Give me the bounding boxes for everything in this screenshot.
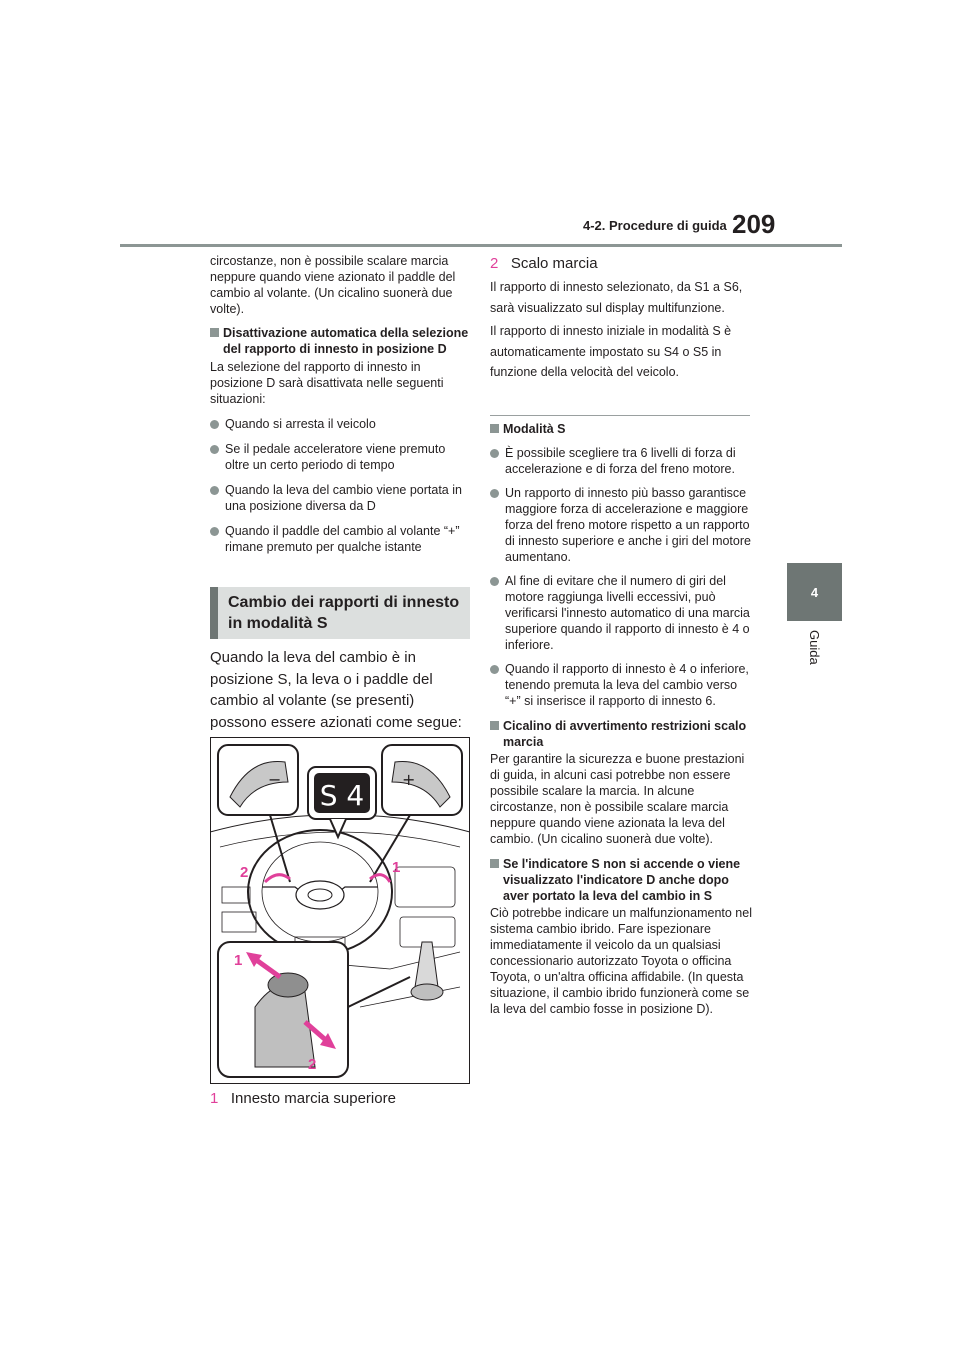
list-item: Quando il rapporto di innesto è 4 o inferiore, tenendo premuta la leva del cambio verso “+” si inserisce il rapporto di innesto 6.	[490, 661, 752, 709]
header-rule	[120, 244, 842, 247]
warning-buzzer-body: Per garantire la sicurezza e buone prestazioni di guida, in alcuni casi potrebbe non essere possibile scalare la marcia. In alcune circostanze, non è possibile scalare marcia neppure quando viene azionata la leva del cambio. (Un cicalino suonerà due volte).	[490, 752, 745, 846]
s-indicator-heading-text: Se l'indicatore S non si accende o viene visualizzato l'indicatore D anche dopo aver portato la leva del cambio in S	[503, 857, 741, 903]
legend-2-description	[490, 277, 752, 383]
list-item: Quando si arresta il veicolo	[210, 416, 472, 432]
warning-buzzer-heading	[490, 718, 752, 750]
left-column-text	[210, 253, 472, 555]
square-bullet-icon	[490, 721, 499, 730]
intro-paragraph: circostanze, non è possibile scalare marcia neppure quando viene azionato il paddle del cambio al volante. (Un cicalino suonerà due volte).	[210, 254, 456, 316]
list-item: È possibile scegliere tra 6 livelli di forza di accelerazione e di forza del freno motore.	[490, 445, 752, 477]
list-item: Se il pedale acceleratore viene premuto oltre un certo periodo di tempo	[210, 441, 472, 473]
s-indicator-heading	[490, 856, 752, 904]
legend-2-desc-1: Il rapporto di innesto selezionato, da S1 a S6, sarà visualizzato sul display multifunzione.	[490, 280, 743, 315]
right-column-text	[490, 421, 752, 1017]
chapter-number: 4	[810, 584, 819, 600]
paddle-minus-symbol: −	[268, 770, 282, 789]
square-bullet-icon	[490, 859, 499, 868]
running-header-section: 4-2. Procedure di guida	[583, 218, 727, 233]
square-bullet-icon	[490, 424, 499, 433]
chapter-label: Guida	[807, 630, 822, 665]
page-number: 209	[732, 209, 776, 239]
section-separator	[490, 415, 750, 416]
s-indicator-body: Ciò potrebbe indicare un malfunzionamento nel sistema cambio ibrido. Fare ispezionare immediatamente il veicolo da un qualsiasi concessionario autorizzato Toyota o officina Toyota, o un'altra officina affidabile. (In questa situazione, il cambio ibrido funzionerà come se la leva del cambio fosse in posizione D).	[490, 906, 752, 1016]
paddle-label-1: 1	[392, 859, 401, 876]
legend-text-1: Innesto marcia superiore	[230, 1090, 396, 1107]
legend-number-2: 2	[490, 255, 499, 272]
legend-number-1: 1	[210, 1090, 219, 1107]
legend-item-2	[490, 253, 752, 275]
mode-s-heading-text: Modalità S	[503, 422, 566, 436]
auto-cancel-heading-text: Disattivazione automatica della selezione del rapporto di innesto in posizione D	[223, 326, 469, 356]
section-title-box	[210, 587, 470, 639]
shift-illustration-drawing	[210, 737, 470, 1084]
list-item: Al fine di evitare che il numero di giri del motore raggiunga livelli eccessivi, può verificarsi l'innesto automatico di una marcia superiore quando il rapporto di innesto è 4 o inferiore.	[490, 573, 752, 653]
gear-display-text: S 4	[319, 779, 365, 812]
shift-illustration	[210, 737, 470, 1084]
list-item: Quando la leva del cambio viene portata in una posizione diversa da D	[210, 482, 472, 514]
paddle-label-2: 2	[240, 864, 249, 881]
auto-cancel-heading	[210, 325, 472, 357]
section-intro: Quando la leva del cambio è in posizione S, la leva o i paddle del cambio al volante (se presenti) possono essere azionati come segue:	[210, 649, 462, 731]
legend-item-1	[210, 1088, 472, 1110]
list-item: Un rapporto di innesto più basso garantisce maggiore forza di accelerazione e maggiore forza del freno motore rispetto a un rapporto di innesto superiore e anche i giri del motore aumentano.	[490, 485, 752, 565]
paddle-plus-symbol: +	[402, 770, 416, 789]
legend-2-desc-2: Il rapporto di innesto iniziale in modalità S è automaticamente impostato su S4 o S5 in funzione della velocità del veicolo.	[490, 324, 732, 379]
warning-buzzer-heading-text: Cicalino di avvertimento restrizioni scalo marcia	[503, 719, 747, 749]
auto-cancel-body: La selezione del rapporto di innesto in posizione D sarà disattivata nelle seguenti situazioni:	[210, 360, 444, 406]
square-bullet-icon	[210, 328, 219, 337]
list-item: Quando il paddle del cambio al volante “+” rimane premuto per qualche istante	[210, 523, 472, 555]
lever-label-2: 2	[308, 1056, 317, 1073]
section-title: Cambio dei rapporti di innesto in modalità S	[228, 594, 460, 632]
chapter-tab	[787, 563, 842, 621]
lever-label-1: 1	[234, 952, 243, 969]
mode-s-heading	[490, 421, 752, 437]
legend-text-2: Scalo marcia	[510, 255, 598, 272]
